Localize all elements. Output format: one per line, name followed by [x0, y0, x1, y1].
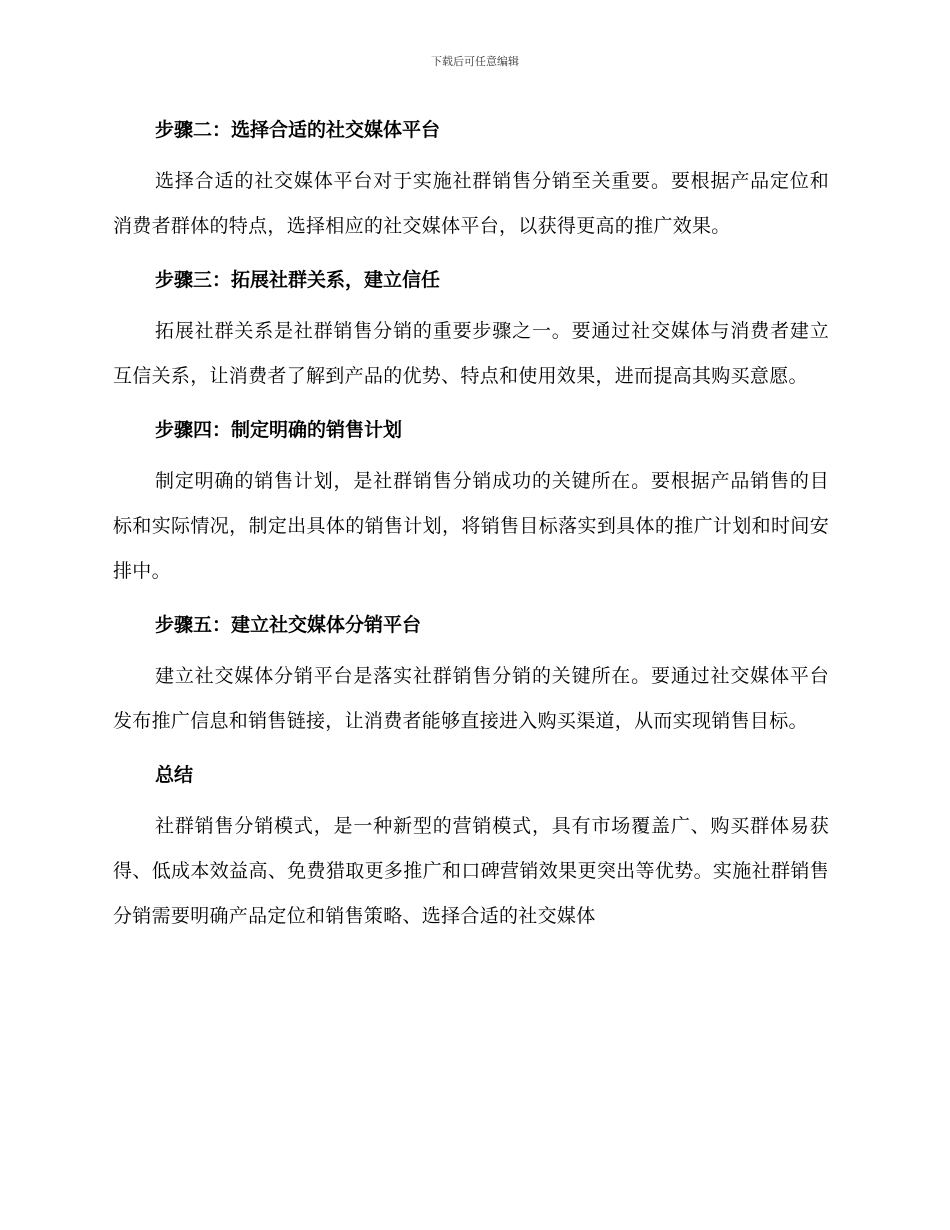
section-heading-step-4: 步骤四：制定明确的销售计划	[155, 419, 403, 441]
section-paragraph-step-4: 制定明确的销售计划，是社群销售分销成功的关键所在。要根据产品销售的目标和实际情况，制定出具体的销售计划，将销售目标落实到具体的推广计划和时间安排中。	[113, 470, 829, 582]
document-body	[113, 110, 829, 950]
section-paragraph-step-5: 建立社交媒体分销平台是落实社群销售分销的关键所在。要通过社交媒体平台发布推广信息和销售链接，让消费者能够直接进入购买渠道，从而实现销售目标。	[113, 665, 829, 732]
section-paragraph-summary: 社群销售分销模式，是一种新型的营销模式，具有市场覆盖广、购买群体易获得、低成本效益高、免费猎取更多推广和口碑营销效果更突出等优势。实施社群销售分销需要明确产品定位和销售策略、选择合适的社交媒体	[113, 815, 829, 927]
page-header-note: 下载后可任意编辑	[431, 55, 519, 68]
section-paragraph-step-3: 拓展社群关系是社群销售分销的重要步骤之一。要通过社交媒体与消费者建立互信关系，让消费者了解到产品的优势、特点和使用效果，进而提高其购买意愿。	[113, 320, 829, 387]
section-heading-summary: 总结	[155, 764, 194, 786]
section-heading-step-5: 步骤五：建立社交媒体分销平台	[155, 614, 422, 636]
section-heading-step-2: 步骤二：选择合适的社交媒体平台	[155, 119, 441, 141]
section-heading-step-3: 步骤三：拓展社群关系，建立信任	[155, 269, 441, 291]
section-paragraph-step-2: 选择合适的社交媒体平台对于实施社群销售分销至关重要。要根据产品定位和消费者群体的特点，选择相应的社交媒体平台，以获得更高的推广效果。	[113, 170, 829, 237]
